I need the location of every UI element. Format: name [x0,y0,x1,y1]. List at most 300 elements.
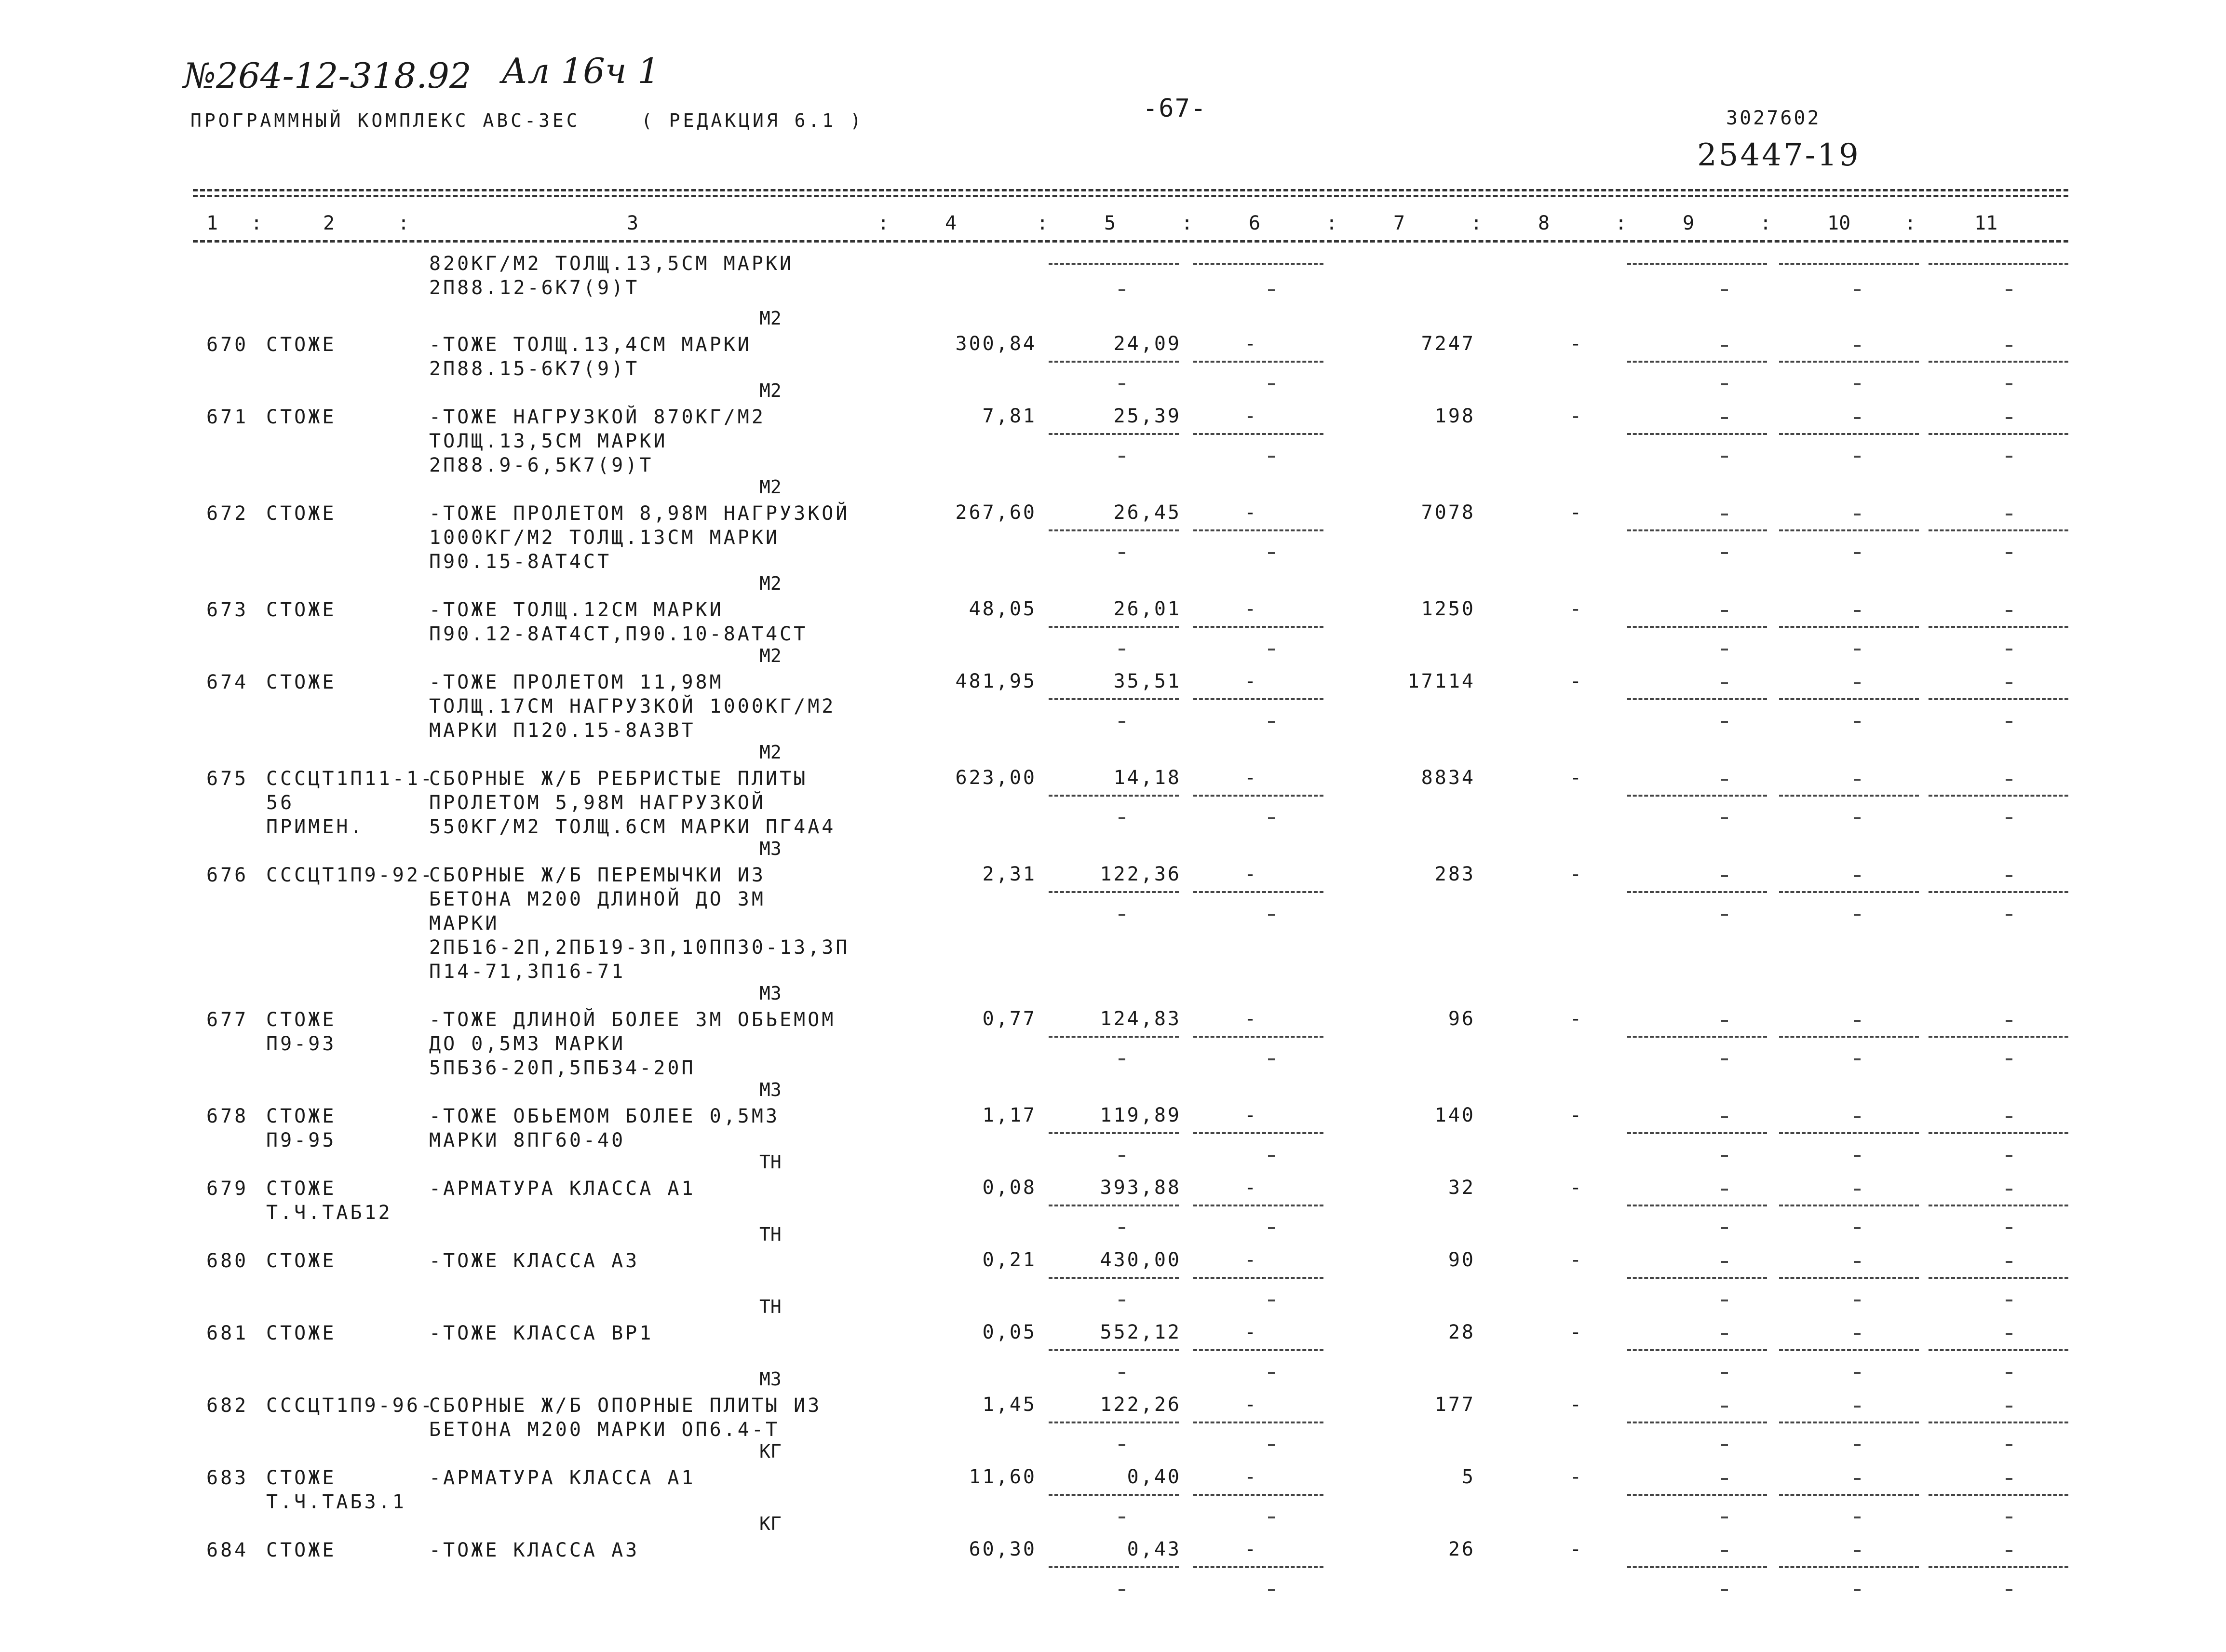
col-divider: : [398,212,410,234]
col8-value: - [1569,1008,1584,1030]
subtotal-rule [1049,1494,1179,1496]
col6-value: - [1244,1466,1258,1488]
row-description: -ТОЖЕ ПРОЛЕТОМ 8,98М НАГРУЗКОЙ [429,502,850,525]
subtotal-rule [1193,1422,1323,1423]
unit-label: КГ [759,1513,782,1534]
unit-price: 122,26 [1100,1394,1181,1416]
row-description: ТОЛЩ.13,5СМ МАРКИ [429,430,668,452]
subtotal-rule [1779,1349,1919,1351]
row-description: СБОРНЫЕ Ж/Б РЕБРИСТЫЕ ПЛИТЫ [429,768,808,790]
col6-mark [1268,649,1275,650]
row-code: СТОЖЕ [266,1322,337,1344]
subtotal-rule [1627,1566,1767,1568]
col9-mark [1721,649,1728,650]
subtotal-rule [1929,795,2068,797]
subtotal-rule [1779,433,1919,435]
quantity: 0,21 [982,1249,1037,1271]
total-cost: 17114 [1407,670,1475,692]
subtotal-rule [1627,1132,1767,1134]
col10-mark [1854,514,1861,515]
col11-mark [2006,383,2012,385]
col-5: 5 [1104,212,1116,234]
subtotal-rule [1779,1422,1919,1423]
col10-mark [1854,875,1861,877]
row-number: 682 [206,1395,249,1417]
total-cost: 198 [1434,405,1475,427]
col11-mark [2006,779,2012,781]
col-divider: : [1326,212,1338,234]
col6-mark [1268,552,1275,554]
col-10: 10 [1827,212,1851,234]
subtotal-rule [1193,1494,1323,1496]
subtotal-rule [1193,1277,1323,1279]
row-description: БЕТОНА М200 ДЛИНОЙ ДО 3М [429,888,766,910]
col5-mark [1119,289,1125,291]
quantity: 0,08 [982,1177,1037,1199]
subtotal-rule [1049,1566,1179,1568]
col10-mark [1854,1550,1861,1552]
subtotal-rule [1049,361,1179,363]
subtotal-rule [1929,1132,2068,1134]
unit-label: М2 [759,573,782,594]
col6-value: - [1244,333,1258,355]
row-description: -ТОЖЕ НАГРУЗКОЙ 870КГ/М2 [429,406,766,428]
row-code: СССЦТ1П9-96- [266,1395,434,1417]
col6-mark [1268,1517,1275,1518]
subtotal-rule [1049,795,1179,797]
row-description: -ТОЖЕ КЛАССА ВР1 [429,1322,654,1344]
subtotal-rule [1779,795,1919,797]
col9-mark [1721,914,1728,916]
subtotal-rule [1627,891,1767,893]
col10-mark [1854,1589,1861,1591]
col11-mark [2006,1406,2012,1408]
total-cost: 8834 [1421,767,1475,789]
col9-mark [1721,1333,1728,1335]
row-code: Т.Ч.ТАБ3.1 [266,1491,406,1513]
unit-label: М3 [759,1079,782,1100]
col6-mark [1268,383,1275,385]
row-code: СТОЖЕ [266,1178,337,1200]
subtotal-rule [1627,795,1767,797]
col-divider: : [1037,212,1049,234]
col5-mark [1119,1058,1125,1060]
col11-mark [2006,417,2012,419]
subtotal-rule [1627,361,1767,363]
row-description: -АРМАТУРА КЛАССА А1 [429,1467,696,1489]
subtotal-rule [1193,795,1323,797]
unit-price: 0,43 [1127,1538,1181,1560]
col10-mark [1854,1261,1861,1263]
col6-mark [1268,721,1275,723]
subtotal-rule [1929,529,2068,531]
col11-mark [2006,721,2012,723]
col-divider: : [251,212,263,234]
col10-mark [1854,1333,1861,1335]
row-description: -ТОЖЕ КЛАССА А3 [429,1539,640,1561]
col11-mark [2006,1550,2012,1552]
total-cost: 32 [1448,1177,1475,1199]
col9-mark [1721,1517,1728,1518]
subtotal-rule [1049,891,1179,893]
col9-mark [1721,289,1728,291]
col6-mark [1268,1444,1275,1446]
col10-mark [1854,1189,1861,1191]
subtotal-rule [1929,433,2068,435]
col11-mark [2006,1058,2012,1060]
subtotal-rule [1929,361,2068,363]
subtotal-rule [1193,626,1323,628]
col10-mark [1854,1300,1861,1301]
row-number: 672 [206,502,249,525]
subtotal-rule [1049,1132,1179,1134]
col5-mark [1119,1589,1125,1591]
col10-mark [1854,289,1861,291]
col11-mark [2006,875,2012,877]
subtotal-rule [1627,1205,1767,1206]
col11-mark [2006,552,2012,554]
unit-label: М3 [759,838,782,859]
quantity: 60,30 [969,1538,1037,1560]
col5-mark [1119,649,1125,650]
col11-mark [2006,1333,2012,1335]
quantity: 300,84 [955,333,1037,355]
col9-mark [1721,552,1728,554]
col8-value: - [1569,1394,1584,1416]
subtotal-rule [1193,1566,1323,1568]
subtotal-rule [1193,1205,1323,1206]
subtotal-rule [1193,1132,1323,1134]
unit-price: 393,88 [1100,1177,1181,1199]
row-description: МАРКИ [429,912,499,934]
subtotal-rule [1049,626,1179,628]
subtotal-rule [1779,1494,1919,1496]
col10-mark [1854,1155,1861,1157]
row-description: 5ПБ36-20П,5ПБ34-20П [429,1057,696,1079]
subtotal-rule [1779,698,1919,700]
unit-price: 430,00 [1100,1249,1181,1271]
subtotal-rule [1627,1494,1767,1496]
row-description: СБОРНЫЕ Ж/Б ПЕРЕМЫЧКИ ИЗ [429,864,766,886]
subtotal-rule [1627,1349,1767,1351]
col9-mark [1721,1261,1728,1263]
col9-mark [1721,1444,1728,1446]
row-code: СТОЖЕ [266,599,337,621]
col11-mark [2006,1589,2012,1591]
row-number: 677 [206,1009,249,1031]
row-number: 671 [206,406,249,428]
col8-value: - [1569,1249,1584,1271]
row-code: СТОЖЕ [266,502,337,525]
col6-value: - [1244,1321,1258,1343]
unit-price: 122,36 [1100,863,1181,885]
row-description: МАРКИ 8ПГ60-40 [429,1129,626,1151]
col6-mark [1268,817,1275,819]
col10-mark [1854,914,1861,916]
col10-mark [1854,610,1861,612]
unit-price: 14,18 [1113,767,1181,789]
col10-mark [1854,1444,1861,1446]
row-description: 2П88.15-6К7(9)Т [429,358,640,380]
col6-value: - [1244,405,1258,427]
col6-mark [1268,1058,1275,1060]
col11-mark [2006,1478,2012,1480]
unit-label: ТН [759,1224,782,1245]
row-description: П90.12-8АТ4СТ,П90.10-8АТ4СТ [429,623,808,645]
col6-mark [1268,914,1275,916]
unit-label: М2 [759,476,782,498]
row-description: ДО 0,5М3 МАРКИ [429,1033,626,1055]
subtotal-rule [1049,1422,1179,1423]
row-code: СССЦТ1П9-92- [266,864,434,886]
subtotal-rule [1929,626,2068,628]
col6-value: - [1244,1394,1258,1416]
subtotal-rule [1779,263,1919,265]
total-cost: 28 [1448,1321,1475,1343]
col5-mark [1119,1517,1125,1518]
col5-mark [1119,1444,1125,1446]
row-code: СТОЖЕ [266,671,337,693]
unit-price: 26,01 [1113,598,1181,620]
row-code: СТОЖЕ [266,406,337,428]
quantity: 0,77 [982,1008,1037,1030]
program-edition: ( РЕДАКЦИЯ 6.1 ) [641,110,864,131]
carry-line: 820КГ/М2 ТОЛЩ.13,5СМ МАРКИ [429,253,794,275]
col6-mark [1268,1589,1275,1591]
col11-mark [2006,1444,2012,1446]
quantity: 267,60 [955,501,1037,524]
quantity: 7,81 [982,405,1037,427]
col-8: 8 [1538,212,1550,234]
col8-value: - [1569,598,1584,620]
col8-value: - [1569,333,1584,355]
row-description: СБОРНЫЕ Ж/Б ОПОРНЫЕ ПЛИТЫ ИЗ [429,1395,822,1417]
col10-mark [1854,649,1861,650]
col11-mark [2006,1300,2012,1301]
col8-value: - [1569,501,1584,524]
unit-label: КГ [759,1441,782,1462]
subtotal-rule [1779,529,1919,531]
unit-price: 124,83 [1100,1008,1181,1030]
unit-label: М2 [759,742,782,763]
row-description: МАРКИ П120.15-8А3ВТ [429,719,696,742]
subtotal-rule [1193,529,1323,531]
col9-mark [1721,456,1728,458]
col9-mark [1721,417,1728,419]
col10-mark [1854,1058,1861,1060]
col10-mark [1854,456,1861,458]
col9-mark [1721,1589,1728,1591]
row-code: 56 [266,792,295,814]
col6-mark [1268,1227,1275,1229]
subtotal-rule [1193,891,1323,893]
col9-mark [1721,1406,1728,1408]
total-cost: 5 [1461,1466,1475,1488]
col9-mark [1721,779,1728,781]
row-description: -ТОЖЕ ДЛИНОЙ БОЛЕЕ 3М ОБЬЕМОМ [429,1009,836,1031]
col6-value: - [1244,598,1258,620]
quantity: 1,17 [982,1104,1037,1126]
row-code: СТОЖЕ [266,1467,337,1489]
row-description: 2ПБ16-2П,2ПБ19-3П,10ПП30-13,3П [429,936,850,959]
col5-mark [1119,1227,1125,1229]
subtotal-rule [1929,1277,2068,1279]
subtotal-rule [1929,1566,2068,1568]
handwritten-mark: Ал 16ч 1 [501,51,660,91]
col9-mark [1721,1372,1728,1374]
row-description: -АРМАТУРА КЛАССА А1 [429,1178,696,1200]
subtotal-rule [1627,698,1767,700]
col11-mark [2006,1189,2012,1191]
col6-value: - [1244,863,1258,885]
unit-label: М3 [759,983,782,1004]
subtotal-rule [1193,1349,1323,1351]
col11-mark [2006,1227,2012,1229]
col10-mark [1854,1020,1861,1022]
col11-mark [2006,649,2012,650]
subtotal-rule [1929,1205,2068,1206]
col-divider: : [1615,212,1627,234]
handwritten-reference: №264-12-318.92 [183,55,472,96]
subtotal-rule [1049,1349,1179,1351]
subtotal-rule [1049,1277,1179,1279]
row-description: П14-71,3П16-71 [429,961,626,983]
subtotal-rule [1929,1349,2068,1351]
row-number: 675 [206,768,249,790]
carry-line: 2П88.12-6К7(9)Т [429,277,640,299]
col9-mark [1721,682,1728,684]
col5-mark [1119,914,1125,916]
handwritten-doc-number: 25447-19 [1697,137,1861,173]
row-number: 676 [206,864,249,886]
total-cost: 7247 [1421,333,1475,355]
row-code: П9-93 [266,1033,337,1055]
col11-mark [2006,514,2012,515]
row-description: -ТОЖЕ ОБЬЕМОМ БОЛЕЕ 0,5М3 [429,1105,780,1127]
col10-mark [1854,1517,1861,1518]
col6-value: - [1244,501,1258,524]
row-description: ПРОЛЕТОМ 5,98М НАГРУЗКОЙ [429,792,766,814]
col10-mark [1854,817,1861,819]
col9-mark [1721,1116,1728,1118]
unit-price: 119,89 [1100,1104,1181,1126]
row-code: ПРИМЕН. [266,816,364,838]
subtotal-rule [1193,433,1323,435]
col9-mark [1721,1058,1728,1060]
col5-mark [1119,1300,1125,1301]
row-number: 681 [206,1322,249,1344]
col9-mark [1721,383,1728,385]
quantity: 0,05 [982,1321,1037,1343]
row-code: СТОЖЕ [266,1250,337,1272]
row-description: П90.15-8АТ4СТ [429,551,612,573]
col8-value: - [1569,767,1584,789]
col9-mark [1721,1550,1728,1552]
col9-mark [1721,875,1728,877]
subtotal-rule [1049,698,1179,700]
col-1: 1 [206,212,218,234]
col10-mark [1854,1227,1861,1229]
unit-price: 26,45 [1113,501,1181,524]
col5-mark [1119,1155,1125,1157]
unit-label: ТН [759,1151,782,1173]
col11-mark [2006,1517,2012,1518]
col-9: 9 [1683,212,1695,234]
col11-mark [2006,456,2012,458]
total-cost: 140 [1434,1104,1475,1126]
col9-mark [1721,610,1728,612]
col5-mark [1119,721,1125,723]
row-description: 1000КГ/М2 ТОЛЩ.13СМ МАРКИ [429,527,780,549]
col6-mark [1268,456,1275,458]
subtotal-rule [1627,263,1767,265]
col10-mark [1854,1116,1861,1118]
col8-value: - [1569,863,1584,885]
col11-mark [2006,682,2012,684]
col9-mark [1721,817,1728,819]
col11-mark [2006,914,2012,916]
unit-price: 35,51 [1113,670,1181,692]
subtotal-rule [1779,1566,1919,1568]
row-description: -ТОЖЕ ПРОЛЕТОМ 11,98М [429,671,724,693]
total-cost: 7078 [1421,501,1475,524]
unit-price: 24,09 [1113,333,1181,355]
col10-mark [1854,417,1861,419]
col9-mark [1721,1227,1728,1229]
subtotal-rule [1929,1036,2068,1038]
col11-mark [2006,1020,2012,1022]
row-code: Т.Ч.ТАБ12 [266,1202,392,1224]
col11-mark [2006,1372,2012,1374]
row-description: -ТОЖЕ ТОЛЩ.12СМ МАРКИ [429,599,724,621]
col6-value: - [1244,670,1258,692]
row-number: 674 [206,671,249,693]
col8-value: - [1569,1538,1584,1560]
quantity: 623,00 [955,767,1037,789]
total-cost: 283 [1434,863,1475,885]
col5-mark [1119,552,1125,554]
header-top-separator-2 [193,195,2068,197]
col10-mark [1854,345,1861,347]
col6-mark [1268,1155,1275,1157]
subtotal-rule [1193,263,1323,265]
col6-mark [1268,1300,1275,1301]
col-divider: : [1471,212,1483,234]
col9-mark [1721,721,1728,723]
col-divider: : [1760,212,1772,234]
row-description: -ТОЖЕ КЛАССА А3 [429,1250,640,1272]
col10-mark [1854,1372,1861,1374]
subtotal-rule [1049,263,1179,265]
unit-label: М2 [759,380,782,401]
col8-value: - [1569,1177,1584,1199]
col-divider: : [1181,212,1193,234]
row-description: БЕТОНА М200 МАРКИ ОП6.4-Т [429,1419,780,1441]
col11-mark [2006,289,2012,291]
page-number: -67- [1143,94,1207,123]
row-number: 670 [206,334,249,356]
row-description: -ТОЖЕ ТОЛЩ.13,4СМ МАРКИ [429,334,752,356]
row-code: СССЦТ1П11-1- [266,768,434,790]
col9-mark [1721,1300,1728,1301]
col8-value: - [1569,670,1584,692]
subtotal-rule [1627,1036,1767,1038]
col6-value: - [1244,1008,1258,1030]
subtotal-rule [1193,1036,1323,1038]
subtotal-rule [1779,891,1919,893]
total-cost: 177 [1434,1394,1475,1416]
col11-mark [2006,610,2012,612]
